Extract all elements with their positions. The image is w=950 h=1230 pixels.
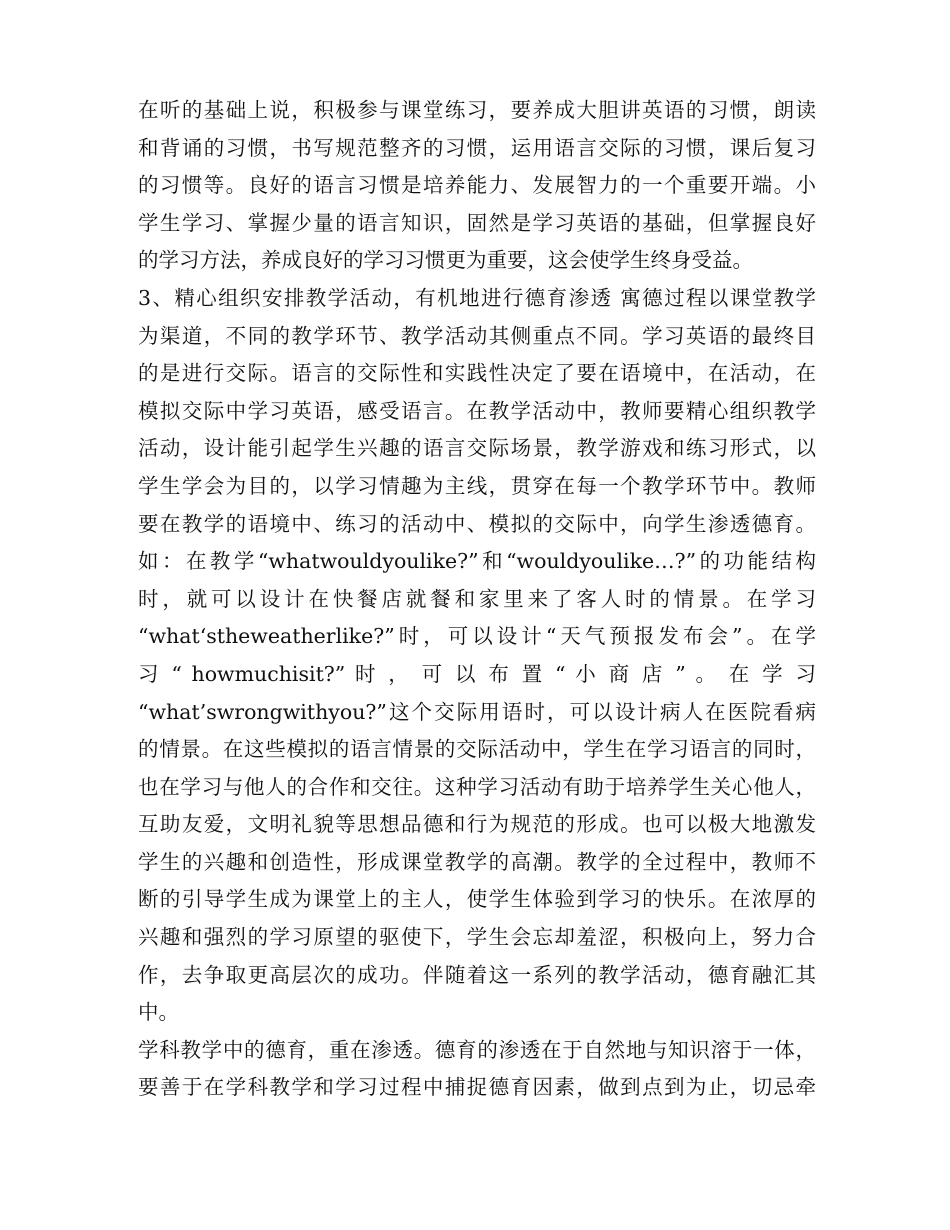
- text-line: 兴趣和强烈的学习原望的驱使下，学生会忘却羞涩，积极向上，努力合: [138, 925, 816, 950]
- text-line: 学生学习、掌握少量的语言知识，固然是学习英语的基础，但掌握良好: [138, 210, 816, 235]
- text-line: 时，就可以设计在快餐店就餐和家里来了客人时的情景。在学习: [138, 586, 816, 611]
- text-line: 断的引导学生成为课堂上的主人，使学生体验到学习的快乐。在浓厚的: [138, 887, 816, 912]
- text-line: 3、精心组织安排教学活动，有机地进行德育渗透 寓德过程以课堂教学: [138, 285, 816, 310]
- text-line: 活动，设计能引起学生兴趣的语言交际场景，教学游戏和练习形式，以: [138, 436, 816, 461]
- text-line: 要在教学的语境中、练习的活动中、模拟的交际中，向学生渗透德育。: [138, 511, 816, 536]
- text-line: 学科教学中的德育，重在渗透。德育的渗透在于自然地与知识溶于一体，: [138, 1037, 816, 1062]
- text-line: 的是进行交际。语言的交际性和实践性决定了要在语境中，在活动，在: [138, 361, 816, 386]
- text-line: 的情景。在这些模拟的语言情景的交际活动中，学生在学习语言的同时，: [138, 737, 816, 762]
- text-line: 互助友爱，文明礼貌等思想品德和行为规范的形成。也可以极大地激发: [138, 812, 816, 837]
- text-line: 的习惯等。良好的语言习惯是培养能力、发展智力的一个重要开端。小: [138, 173, 816, 198]
- text-line: 作，去争取更高层次的成功。伴随着这一系列的教学活动，德育融汇其: [138, 962, 816, 987]
- text-line: 和背诵的习惯，书写规范整齐的习惯，运用语言交际的习惯，课后复习: [138, 135, 816, 160]
- text-line: 习 “ howmuchisit?” 时 ， 可 以 布 置 “ 小 商 店 ” 。 在 学 习: [138, 661, 816, 686]
- text-line: 为渠道，不同的教学环节、教学活动其侧重点不同。学习英语的最终目: [138, 323, 816, 348]
- document-page: [138, 92, 816, 1107]
- text-line: 模拟交际中学习英语，感受语言。在教学活动中，教师要精心组织教学: [138, 398, 816, 423]
- text-line: 在听的基础上说，积极参与课堂练习，要养成大胆讲英语的习惯，朗读: [138, 98, 816, 122]
- text-line: “what‘stheweatherlike?”时，可以设计“天气预报发布会”。在学: [138, 624, 816, 649]
- text-line: 也在学习与他人的合作和交往。这种学习活动有助于培养学生关心他人，: [138, 774, 816, 799]
- text-line: 如：在教学“whatwouldyoulike?”和“wouldyoulike…?”的功能结构: [138, 549, 816, 574]
- text-line: 要善于在学科教学和学习过程中捕捉德育因素，做到点到为止，切忌牵: [138, 1075, 816, 1100]
- text-line: 中。: [138, 1000, 179, 1025]
- text-line: “what’swrongwithyou?”这个交际用语时，可以设计病人在医院看病: [138, 699, 816, 724]
- text-line: 的学习方法，养成良好的学习习惯更为重要，这会使学生终身受益。: [138, 248, 753, 273]
- text-line: 学生的兴趣和创造性，形成课堂教学的高潮。教学的全过程中，教师不: [138, 849, 816, 874]
- text-line: 学生学会为目的，以学习情趣为主线，贯穿在每一个教学环节中。教师: [138, 473, 816, 498]
